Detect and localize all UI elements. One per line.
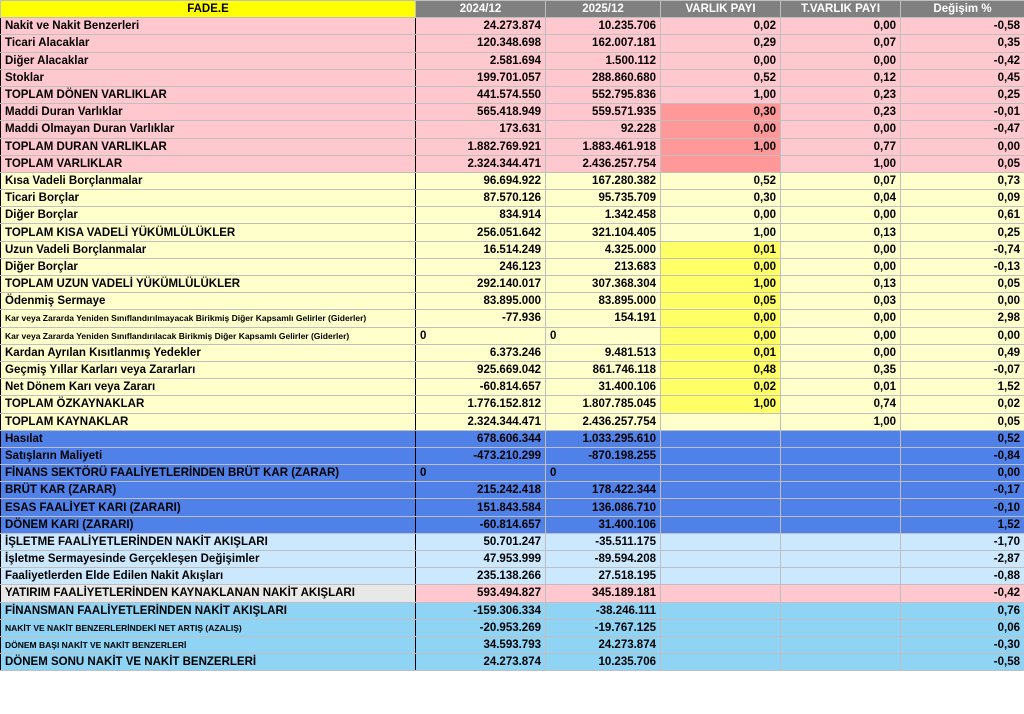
t-varlik-payi: 1,00 — [781, 155, 901, 172]
degisim: 0,25 — [901, 224, 1024, 241]
table-row — [1, 482, 1024, 499]
t-varlik-payi: 1,00 — [781, 413, 901, 430]
table-row — [1, 86, 1024, 103]
varlik-payi: 0,29 — [661, 35, 781, 52]
degisim: -0,13 — [901, 258, 1024, 275]
value-2025: 1.033.295.610 — [546, 430, 661, 447]
t-varlik-payi — [781, 447, 901, 464]
value-2024: 34.593.793 — [416, 636, 546, 653]
value-2024: 1.776.152.812 — [416, 396, 546, 413]
table-row — [1, 18, 1024, 35]
value-2025: 154.191 — [546, 310, 661, 327]
value-2025: 10.235.706 — [546, 18, 661, 35]
varlik-payi: 0,30 — [661, 104, 781, 121]
degisim: 0,00 — [901, 138, 1024, 155]
varlik-payi — [661, 447, 781, 464]
row-label: TOPLAM KAYNAKLAR — [1, 413, 416, 430]
varlik-payi — [661, 602, 781, 619]
row-label: Faaliyetlerden Elde Edilen Nakit Akışları — [1, 568, 416, 585]
t-varlik-payi: 0,00 — [781, 52, 901, 69]
value-2024: 292.140.017 — [416, 276, 546, 293]
row-label: Ticari Alacaklar — [1, 35, 416, 52]
value-2025: 4.325.000 — [546, 241, 661, 258]
col-header-t-varlik-payi: T.VARLIK PAYI — [781, 1, 901, 18]
varlik-payi — [661, 482, 781, 499]
varlik-payi: 0,30 — [661, 190, 781, 207]
row-label: TOPLAM DÖNEN VARLIKLAR — [1, 86, 416, 103]
value-2025: 31.400.106 — [546, 516, 661, 533]
t-varlik-payi: 0,00 — [781, 121, 901, 138]
varlik-payi: 0,52 — [661, 69, 781, 86]
row-label: Ticari Borçlar — [1, 190, 416, 207]
varlik-payi: 0,00 — [661, 207, 781, 224]
t-varlik-payi: 0,00 — [781, 258, 901, 275]
table-row — [1, 499, 1024, 516]
col-header-varlik-payi: VARLIK PAYI — [661, 1, 781, 18]
t-varlik-payi — [781, 533, 901, 550]
value-2025: 24.273.874 — [546, 636, 661, 653]
table-row — [1, 344, 1024, 361]
varlik-payi: 0,48 — [661, 361, 781, 378]
value-2024: 6.373.246 — [416, 344, 546, 361]
value-2024: 47.953.999 — [416, 551, 546, 568]
value-2024: 16.514.249 — [416, 241, 546, 258]
varlik-payi — [661, 636, 781, 653]
row-label: FİNANS SEKTÖRÜ FAALİYETLERİNDEN BRÜT KAR (ZARAR) — [1, 465, 416, 482]
value-2024: 2.324.344.471 — [416, 413, 546, 430]
table-row — [1, 276, 1024, 293]
degisim: 0,06 — [901, 619, 1024, 636]
row-label: Uzun Vadeli Borçlanmalar — [1, 241, 416, 258]
value-2025: -89.594.208 — [546, 551, 661, 568]
col-header-2025: 2025/12 — [546, 1, 661, 18]
table-row — [1, 516, 1024, 533]
row-label: Satışların Maliyeti — [1, 447, 416, 464]
t-varlik-payi: 0,00 — [781, 327, 901, 344]
varlik-payi: 1,00 — [661, 86, 781, 103]
row-label: Maddi Duran Varlıklar — [1, 104, 416, 121]
row-label: TOPLAM ÖZKAYNAKLAR — [1, 396, 416, 413]
table-row — [1, 396, 1024, 413]
table-row — [1, 568, 1024, 585]
value-2025: 167.280.382 — [546, 172, 661, 189]
degisim: -0,01 — [901, 104, 1024, 121]
value-2025: 321.104.405 — [546, 224, 661, 241]
value-2024: 24.273.874 — [416, 654, 546, 671]
value-2025: 559.571.935 — [546, 104, 661, 121]
degisim: -0,58 — [901, 654, 1024, 671]
t-varlik-payi: 0,00 — [781, 18, 901, 35]
row-label: Nakit ve Nakit Benzerleri — [1, 18, 416, 35]
value-2024: 441.574.550 — [416, 86, 546, 103]
table-row — [1, 551, 1024, 568]
t-varlik-payi — [781, 516, 901, 533]
row-label: Geçmiş Yıllar Karları veya Zararları — [1, 361, 416, 378]
row-label: TOPLAM UZUN VADELİ YÜKÜMLÜLÜKLER — [1, 276, 416, 293]
varlik-payi: 0,00 — [661, 52, 781, 69]
row-label: Kısa Vadeli Borçlanmalar — [1, 172, 416, 189]
value-2024: 83.895.000 — [416, 293, 546, 310]
row-label: DÖNEM KARI (ZARARI) — [1, 516, 416, 533]
degisim: 0,61 — [901, 207, 1024, 224]
value-2025: -35.511.175 — [546, 533, 661, 550]
varlik-payi — [661, 568, 781, 585]
varlik-payi — [661, 619, 781, 636]
row-label: Ödenmiş Sermaye — [1, 293, 416, 310]
varlik-payi: 1,00 — [661, 396, 781, 413]
value-2025: 0 — [546, 327, 661, 344]
table-row — [1, 224, 1024, 241]
ticker-header: FADE.E — [1, 1, 416, 18]
table-row — [1, 379, 1024, 396]
table-row — [1, 602, 1024, 619]
varlik-payi: 0,00 — [661, 258, 781, 275]
t-varlik-payi — [781, 602, 901, 619]
t-varlik-payi — [781, 499, 901, 516]
table-row — [1, 619, 1024, 636]
degisim: -0,10 — [901, 499, 1024, 516]
row-label: İşletme Sermayesinde Gerçekleşen Değişimler — [1, 551, 416, 568]
value-2024: 246.123 — [416, 258, 546, 275]
value-2025: 2.436.257.754 — [546, 155, 661, 172]
value-2024: 2.581.694 — [416, 52, 546, 69]
t-varlik-payi: 0,04 — [781, 190, 901, 207]
degisim: 0,35 — [901, 35, 1024, 52]
row-label: Diğer Borçlar — [1, 207, 416, 224]
varlik-payi: 0,01 — [661, 344, 781, 361]
row-label: İŞLETME FAALİYETLERİNDEN NAKİT AKIŞLARI — [1, 533, 416, 550]
varlik-payi: 0,02 — [661, 379, 781, 396]
value-2024: 1.882.769.921 — [416, 138, 546, 155]
varlik-payi — [661, 499, 781, 516]
value-2024: 593.494.827 — [416, 585, 546, 602]
row-label: Hasılat — [1, 430, 416, 447]
table-row — [1, 430, 1024, 447]
value-2024: -20.953.269 — [416, 619, 546, 636]
degisim: 0,00 — [901, 293, 1024, 310]
value-2025: 1.342.458 — [546, 207, 661, 224]
t-varlik-payi — [781, 482, 901, 499]
table-row — [1, 413, 1024, 430]
t-varlik-payi — [781, 636, 901, 653]
value-2025: 2.436.257.754 — [546, 413, 661, 430]
table-row — [1, 310, 1024, 327]
degisim: -0,42 — [901, 52, 1024, 69]
row-label: TOPLAM VARLIKLAR — [1, 155, 416, 172]
table-row — [1, 190, 1024, 207]
varlik-payi: 0,00 — [661, 121, 781, 138]
degisim: -2,87 — [901, 551, 1024, 568]
value-2024: 834.914 — [416, 207, 546, 224]
degisim: 0,52 — [901, 430, 1024, 447]
value-2024: 235.138.266 — [416, 568, 546, 585]
row-label: Diğer Borçlar — [1, 258, 416, 275]
t-varlik-payi — [781, 430, 901, 447]
value-2024: -159.306.334 — [416, 602, 546, 619]
t-varlik-payi: 0,23 — [781, 104, 901, 121]
degisim: 0,76 — [901, 602, 1024, 619]
value-2024: 0 — [416, 465, 546, 482]
row-label: Stoklar — [1, 69, 416, 86]
varlik-payi: 1,00 — [661, 138, 781, 155]
value-2024: -77.936 — [416, 310, 546, 327]
table-row — [1, 35, 1024, 52]
t-varlik-payi: 0,03 — [781, 293, 901, 310]
value-2025: 83.895.000 — [546, 293, 661, 310]
value-2025: 92.228 — [546, 121, 661, 138]
value-2025: 288.860.680 — [546, 69, 661, 86]
t-varlik-payi: 0,00 — [781, 207, 901, 224]
row-label: TOPLAM KISA VADELİ YÜKÜMLÜLÜKLER — [1, 224, 416, 241]
value-2025: -38.246.111 — [546, 602, 661, 619]
row-label: Kar veya Zararda Yeniden Sınıflandırılmayacak Birikmiş Diğer Kapsamlı Gelirler (Giderler) — [1, 310, 416, 327]
value-2024: 96.694.922 — [416, 172, 546, 189]
t-varlik-payi: 0,12 — [781, 69, 901, 86]
table-row — [1, 172, 1024, 189]
row-label: Diğer Alacaklar — [1, 52, 416, 69]
row-label: ESAS FAALİYET KARI (ZARARI) — [1, 499, 416, 516]
varlik-payi: 1,00 — [661, 276, 781, 293]
value-2025: 136.086.710 — [546, 499, 661, 516]
table-row — [1, 654, 1024, 671]
table-row — [1, 447, 1024, 464]
table-row — [1, 361, 1024, 378]
row-label: YATIRIM FAALİYETLERİNDEN KAYNAKLANAN NAKİT AKIŞLARI — [1, 585, 416, 602]
degisim: 0,00 — [901, 465, 1024, 482]
value-2024: 24.273.874 — [416, 18, 546, 35]
t-varlik-payi — [781, 619, 901, 636]
table-row — [1, 258, 1024, 275]
degisim: 0,05 — [901, 155, 1024, 172]
varlik-payi: 0,01 — [661, 241, 781, 258]
table-row — [1, 636, 1024, 653]
varlik-payi — [661, 413, 781, 430]
degisim: -0,30 — [901, 636, 1024, 653]
value-2025: 213.683 — [546, 258, 661, 275]
table-row — [1, 69, 1024, 86]
value-2024: 50.701.247 — [416, 533, 546, 550]
value-2024: 199.701.057 — [416, 69, 546, 86]
t-varlik-payi — [781, 551, 901, 568]
row-label: FİNANSMAN FAALİYETLERİNDEN NAKİT AKIŞLARI — [1, 602, 416, 619]
value-2025: 1.883.461.918 — [546, 138, 661, 155]
value-2025: 10.235.706 — [546, 654, 661, 671]
degisim: -1,70 — [901, 533, 1024, 550]
degisim: 2,98 — [901, 310, 1024, 327]
varlik-payi — [661, 465, 781, 482]
value-2025: 1.807.785.045 — [546, 396, 661, 413]
value-2025: 307.368.304 — [546, 276, 661, 293]
table-row — [1, 465, 1024, 482]
table-row — [1, 138, 1024, 155]
value-2024: 0 — [416, 327, 546, 344]
degisim: 0,25 — [901, 86, 1024, 103]
degisim: -0,84 — [901, 447, 1024, 464]
value-2025: 9.481.513 — [546, 344, 661, 361]
degisim: 1,52 — [901, 516, 1024, 533]
value-2024: 925.669.042 — [416, 361, 546, 378]
value-2024: 215.242.418 — [416, 482, 546, 499]
varlik-payi — [661, 516, 781, 533]
row-label: Maddi Olmayan Duran Varlıklar — [1, 121, 416, 138]
varlik-payi — [661, 585, 781, 602]
degisim: 0,05 — [901, 413, 1024, 430]
value-2024: 2.324.344.471 — [416, 155, 546, 172]
value-2025: 31.400.106 — [546, 379, 661, 396]
table-row — [1, 241, 1024, 258]
degisim: -0,17 — [901, 482, 1024, 499]
value-2025: 95.735.709 — [546, 190, 661, 207]
value-2024: -473.210.299 — [416, 447, 546, 464]
value-2024: 173.631 — [416, 121, 546, 138]
degisim: -0,88 — [901, 568, 1024, 585]
degisim: 0,02 — [901, 396, 1024, 413]
varlik-payi: 0,02 — [661, 18, 781, 35]
t-varlik-payi — [781, 568, 901, 585]
degisim: -0,74 — [901, 241, 1024, 258]
table-row — [1, 104, 1024, 121]
row-label: Kardan Ayrılan Kısıtlanmış Yedekler — [1, 344, 416, 361]
varlik-payi — [661, 430, 781, 447]
varlik-payi — [661, 155, 781, 172]
row-label: DÖNEM BAŞI NAKİT VE NAKİT BENZERLERİ — [1, 636, 416, 653]
varlik-payi: 0,05 — [661, 293, 781, 310]
table-row — [1, 155, 1024, 172]
degisim: -0,47 — [901, 121, 1024, 138]
t-varlik-payi: 0,35 — [781, 361, 901, 378]
value-2024: 151.843.584 — [416, 499, 546, 516]
t-varlik-payi: 0,07 — [781, 35, 901, 52]
value-2025: 861.746.118 — [546, 361, 661, 378]
col-header-degisim: Değişim % — [901, 1, 1024, 18]
row-label: NAKİT VE NAKİT BENZERLERİNDEKİ NET ARTIŞ (AZALIŞ) — [1, 619, 416, 636]
value-2024: 678.606.344 — [416, 430, 546, 447]
t-varlik-payi: 0,00 — [781, 241, 901, 258]
t-varlik-payi: 0,00 — [781, 344, 901, 361]
table-row — [1, 533, 1024, 550]
value-2024: 120.348.698 — [416, 35, 546, 52]
row-label: Net Dönem Karı veya Zararı — [1, 379, 416, 396]
t-varlik-payi: 0,13 — [781, 276, 901, 293]
value-2024: -60.814.657 — [416, 516, 546, 533]
table-row — [1, 585, 1024, 602]
varlik-payi: 0,00 — [661, 310, 781, 327]
table-row — [1, 293, 1024, 310]
degisim: -0,58 — [901, 18, 1024, 35]
value-2024: 565.418.949 — [416, 104, 546, 121]
row-label: BRÜT KAR (ZARAR) — [1, 482, 416, 499]
varlik-payi — [661, 551, 781, 568]
row-label: Kar veya Zararda Yeniden Sınıflandırılacak Birikmiş Diğer Kapsamlı Gelirler (Giderler) — [1, 327, 416, 344]
varlik-payi — [661, 533, 781, 550]
degisim: 0,00 — [901, 327, 1024, 344]
col-header-2024: 2024/12 — [416, 1, 546, 18]
value-2025: 162.007.181 — [546, 35, 661, 52]
value-2025: -19.767.125 — [546, 619, 661, 636]
t-varlik-payi: 0,01 — [781, 379, 901, 396]
degisim: -0,07 — [901, 361, 1024, 378]
varlik-payi: 0,00 — [661, 327, 781, 344]
t-varlik-payi: 0,07 — [781, 172, 901, 189]
header-row — [1, 1, 1024, 18]
value-2025: 27.518.195 — [546, 568, 661, 585]
t-varlik-payi: 0,00 — [781, 310, 901, 327]
table-row — [1, 52, 1024, 69]
t-varlik-payi — [781, 585, 901, 602]
t-varlik-payi: 0,13 — [781, 224, 901, 241]
value-2025: 552.795.836 — [546, 86, 661, 103]
value-2025: 1.500.112 — [546, 52, 661, 69]
value-2025: 0 — [546, 465, 661, 482]
varlik-payi — [661, 654, 781, 671]
table-row — [1, 327, 1024, 344]
value-2025: 178.422.344 — [546, 482, 661, 499]
degisim: 0,45 — [901, 69, 1024, 86]
degisim: 0,05 — [901, 276, 1024, 293]
value-2025: 345.189.181 — [546, 585, 661, 602]
degisim: 0,09 — [901, 190, 1024, 207]
row-label: DÖNEM SONU NAKİT VE NAKİT BENZERLERİ — [1, 654, 416, 671]
value-2024: 87.570.126 — [416, 190, 546, 207]
degisim: 0,73 — [901, 172, 1024, 189]
varlik-payi: 0,52 — [661, 172, 781, 189]
degisim: 0,49 — [901, 344, 1024, 361]
t-varlik-payi — [781, 654, 901, 671]
value-2025: -870.198.255 — [546, 447, 661, 464]
value-2024: 256.051.642 — [416, 224, 546, 241]
degisim: -0,42 — [901, 585, 1024, 602]
t-varlik-payi — [781, 465, 901, 482]
varlik-payi: 1,00 — [661, 224, 781, 241]
t-varlik-payi: 0,74 — [781, 396, 901, 413]
t-varlik-payi: 0,23 — [781, 86, 901, 103]
t-varlik-payi: 0,77 — [781, 138, 901, 155]
table-row — [1, 121, 1024, 138]
table-row — [1, 207, 1024, 224]
value-2024: -60.814.657 — [416, 379, 546, 396]
row-label: TOPLAM DURAN VARLIKLAR — [1, 138, 416, 155]
degisim: 1,52 — [901, 379, 1024, 396]
